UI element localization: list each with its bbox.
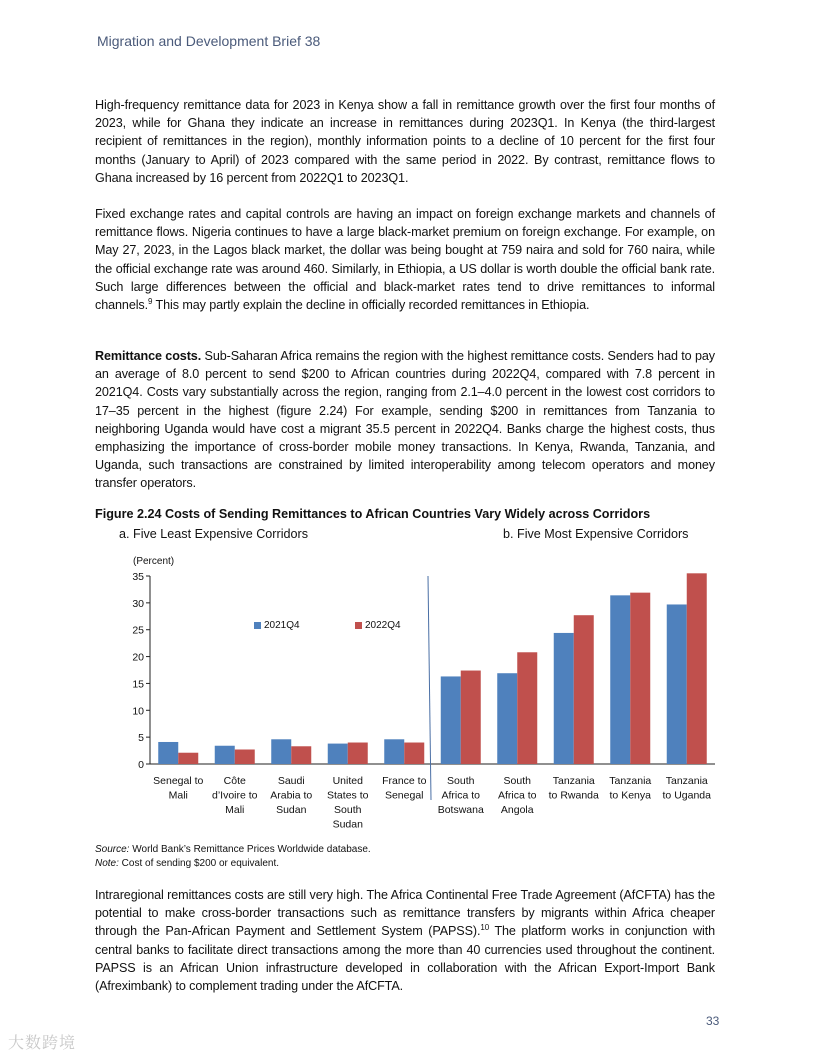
y-tick-label: 20 [132, 651, 144, 664]
bar-2021q4 [554, 633, 574, 764]
legend-swatch-blue [254, 622, 261, 629]
paragraph-exchange-rates [95, 205, 715, 314]
bar-2021q4 [667, 604, 687, 764]
x-tick-label: Saudi [277, 775, 305, 787]
page-number: 33 [706, 1014, 720, 1028]
x-tick-label: States to [327, 789, 369, 802]
bar-2021q4 [215, 746, 235, 764]
x-tick-label: Sudan [276, 804, 307, 816]
paragraph-text: Fixed exchange rates and capital controls are having an impact on foreign exchange markets and channels of remittance flows. Nigeria continues to have a large black-market premium on foreign exchange. For example, on May 27, 2023, in the Lagos black market, the dollar was being bought at 759 naira and sold for 760 naira, while the official exchange rate was around 460. Similarly, in Ethiopia, a US dollar is worth double the official bank rate. Such large differences between the official and black-market rates tend to drive remittances to informal channels. [95, 207, 715, 313]
x-tick-label: South [503, 775, 531, 787]
legend-label: 2022Q4 [365, 620, 401, 631]
x-tick-label: Tanzania [609, 775, 652, 787]
y-tick-label: 35 [132, 571, 144, 583]
x-tick-label: Mali [225, 804, 245, 816]
x-tick-label: Arabia to [270, 789, 313, 802]
paragraph-afcfta [95, 886, 715, 995]
panel-divider [428, 576, 431, 800]
x-tick-label: United [332, 775, 363, 787]
paragraph-text: Intraregional remittances costs are still very high. The Africa Continental Free Trade Agreement (AfCFTA) has the potential to make cross-border transactions such as remittance transfers by migrants within Africa cheaper through the Pan-African Payment and Settlement System (PAPSS). [95, 888, 715, 939]
x-tick-label: to Rwanda [548, 789, 599, 802]
bar-2021q4 [384, 739, 404, 764]
note-text: Cost of sending $200 or equivalent. [118, 858, 280, 869]
paragraph-lead: Remittance costs. [95, 349, 202, 363]
bar-2021q4 [158, 742, 178, 764]
bar-2022q4 [404, 743, 424, 764]
source-label: Source: [95, 844, 130, 855]
x-tick-label: to Kenya [609, 789, 651, 802]
legend-label: 2021Q4 [264, 620, 300, 631]
x-tick-label: Africa to [441, 789, 481, 802]
y-axis-label: (Percent) [133, 556, 175, 567]
panel-b-title: b. Five Most Expensive Corridors [503, 527, 689, 541]
footnote-ref[interactable]: 9 [148, 296, 153, 306]
bar-2021q4 [328, 744, 348, 764]
x-tick-label: France to [382, 775, 427, 787]
x-tick-label: Senegal [384, 789, 424, 802]
x-tick-label: d’Ivoire to [211, 789, 258, 802]
paragraph-text: The platform works in conjunction with central banks to facilitate direct transactions among the more than 40 currencies used throughout the continent. PAPSS is an African Union infrastructure developed in collaboration with the African Export-Import Bank (Afreximbank) to complement trading under the AfCFTA. [95, 924, 715, 994]
source-line [95, 843, 371, 857]
bar-2022q4 [291, 746, 311, 764]
bar-2022q4 [574, 615, 594, 764]
x-tick-label: Mali [168, 789, 188, 802]
x-tick-label: Africa to [497, 789, 537, 802]
paragraph-text: Sub-Saharan Africa remains the region with the highest remittance costs. Senders had to pay an average of 8.0 percent to send $200 to African countries during 2022Q4, compared with 7.8 percent in 2021Q4. Costs vary substantially across the region, ranging from 2.1–4.0 percent in the lowest cost corridors to 17–35 percent in the highest (figure 2.24) For example, sending $200 in remittances from Tanzania to neighboring Uganda would have cost a migrant 35.5 percent in 2022Q4. Banks charge the highest costs, thus emphasizing the importance of cross-border mobile money transactions. In Kenya, Rwanda, Tanzania, and Uganda, such transactions are constrained by limited interoperability among telecom operators and money transfer operators. [95, 349, 715, 491]
watermark: 大数跨境 [8, 1035, 77, 1052]
paragraph-remittance-costs [95, 347, 715, 493]
x-tick-label: to Uganda [662, 789, 711, 802]
running-header: Migration and Development Brief 38 [97, 33, 321, 49]
x-tick-label: Côte [223, 775, 246, 787]
bar-2022q4 [178, 753, 198, 764]
legend-item-2021q4 [254, 620, 300, 631]
paragraph-text: This may partly explain the decline in officially recorded remittances in Ethiopia. [152, 298, 590, 313]
source-text: World Bank’s Remittance Prices Worldwide database. [129, 844, 371, 855]
x-tick-label: South [447, 775, 475, 787]
bar-2021q4 [271, 739, 291, 764]
bar-2022q4 [687, 573, 707, 764]
bar-2022q4 [348, 743, 368, 764]
x-tick-label: Tanzania [552, 775, 595, 787]
legend-swatch-red [355, 622, 362, 629]
y-tick-label: 25 [132, 624, 144, 637]
y-tick-label: 10 [132, 705, 144, 718]
y-tick-label: 5 [138, 732, 144, 745]
bar-2022q4 [517, 652, 537, 764]
legend-item-2022q4 [355, 620, 401, 631]
paragraph-kenya-ghana: High-frequency remittance data for 2023 in Kenya show a fall in remittance growth over the first four months of 2023, while for Ghana they indicate an increase in remittances during 2023Q1. In Kenya (the third-largest recipient of remittances in the region), monthly information points to a decline of 10 percent for the first four months (January to April) of 2023 compared with the same period in 2022. By contrast, remittance flows to Ghana increased by 16 percent from 2022Q1 to 2023Q1. [95, 98, 715, 185]
x-tick-label: Botswana [437, 804, 484, 816]
bar-2021q4 [610, 595, 630, 764]
bar-2021q4 [497, 673, 517, 764]
figure-source [95, 843, 371, 871]
note-label: Note: [95, 858, 119, 869]
x-tick-label: Tanzania [665, 775, 708, 787]
x-tick-label: Sudan [332, 818, 363, 831]
bar-2022q4 [461, 671, 481, 764]
bar-2022q4 [630, 593, 650, 764]
figure-title: Figure 2.24 Costs of Sending Remittances to African Countries Vary Widely across Corridors [95, 507, 651, 521]
bar-2021q4 [441, 676, 461, 764]
note-line [95, 857, 371, 871]
x-tick-label: Angola [500, 804, 534, 816]
x-tick-label: Senegal to [153, 775, 204, 787]
y-tick-label: 15 [132, 678, 144, 691]
y-tick-label: 30 [132, 597, 144, 610]
y-tick-label: 0 [138, 759, 144, 771]
panel-a-title: a. Five Least Expensive Corridors [119, 527, 308, 541]
x-tick-label: South [334, 804, 362, 816]
footnote-ref[interactable]: 10 [480, 923, 490, 933]
bar-2022q4 [235, 749, 255, 764]
